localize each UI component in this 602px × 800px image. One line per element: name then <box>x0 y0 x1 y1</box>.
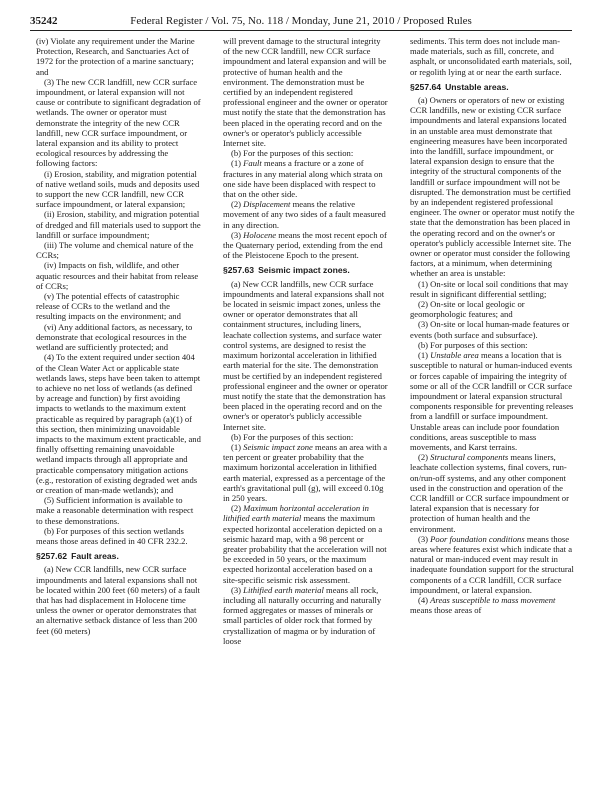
body-paragraph: (a) Owners or operators of new or existing CCR landfills, new or existing CCR surface impoundments and lateral expansions located in an unstable area must demonstrate that engineering measures have been incorporated into the landfill, surface impoundment, or lateral expansion design to ensure that the integrity of the structural components of the landfill or surface impoundment will not be disrupted. The demonstration must be certified by an independent registered professional engineer. The owner or operator must notify the state that the demonstration has been placed in the operating record and on the owner's or operator's publicly accessible Internet site. The owner or operator must consider the following factors, at a minimum, when determining whether an area is unstable: <box>410 95 575 279</box>
body-paragraph: (b) For the purposes of this section: <box>231 431 354 442</box>
page-header <box>30 14 572 31</box>
text-columns <box>36 36 575 792</box>
body-paragraph: (1) On-site or local soil conditions that may result in significant differential settling; <box>410 278 569 299</box>
running-head: Federal Register / Vol. 75, No. 118 / Monday, June 21, 2010 / Proposed Rules <box>130 15 472 27</box>
column-2 <box>223 36 388 792</box>
body-paragraph: (3) Lithified earth material means all rock, including all naturally occurring and naturally formed aggregates or masses of minerals or small particles of older rock that formed by crystallization of magma or by induration of loose <box>223 584 382 646</box>
body-paragraph: (5) Sufficient information is available to make a reasonable determination with respect to these demonstrations. <box>36 495 194 526</box>
body-paragraph: (3) Poor foundation conditions means those areas where features exist which indicate that a natural or man-induced event may result in inadequate foundation support for the structural components of a CCR landfill, CCR surface impoundment, or lateral expansion. <box>410 533 574 595</box>
body-paragraph: (b) For purposes of this section: <box>418 339 528 350</box>
body-paragraph: (3) Holocene means the most recent epoch of the Quaternary period, extending from the end of the Pleistocene Epoch to the present. <box>223 229 387 261</box>
defined-term: Holocene <box>243 229 277 240</box>
body-paragraph: (2) Displacement means the relative movement of any two sides of a fault measured in any direction. <box>223 199 386 230</box>
defined-term: Areas susceptible to mass movement <box>430 594 556 605</box>
defined-term: Maximum horizontal acceleration in lithified earth material <box>223 503 369 524</box>
section-number: §257.64 <box>410 81 442 92</box>
body-paragraph: (ii) Erosion, stability, and migration potential of dredged and fill materials used to support the landfill or surface impoundment; <box>36 209 201 240</box>
body-paragraph: (1) Fault means a fracture or a zone of fractures in any material along which strata on one side have been displaced with respect to that on the other side. <box>223 158 383 200</box>
defined-term: Lithified earth material <box>243 584 324 595</box>
body-paragraph: (3) The new CCR landfill, new CCR surface impoundment, or lateral expansion will not cause or contribute to significant degradation of wetlands. The owner or operator must demonstrate the integrity of the new CCR landfill, new CCR surface impoundment, or lateral expansion and its ability to protect ecological resources by addressing the following factors: <box>36 76 201 169</box>
section-heading <box>36 551 201 561</box>
body-paragraph: (a) New CCR landfills, new CCR surface impoundments and lateral expansions shall not be located in seismic impact zones, unless the owner or operator demonstrates that all containment structures, including liners, leachate collection systems, and surface water control systems, are designed to resist the maximum horizontal acceleration in lithified earth material for the site. The demonstration must be certified by an independent registered professional engineer and the owner or operator must notify the state that the demonstration has been placed in the operating record and on the owner's or operator's publicly accessible Internet site. <box>223 278 388 432</box>
body-paragraph: (iv) Impacts on fish, wildlife, and other aquatic resources and their habitat from release of CCRs; <box>36 260 199 291</box>
body-paragraph: (3) On-site or local human-made features or events (both surface and subsurface). <box>410 319 570 340</box>
defined-term: Unstable area <box>430 350 479 361</box>
body-paragraph: (2) On-site or local geologic or geomorphologic features; and <box>410 299 525 320</box>
body-paragraph: (i) Erosion, stability, and migration potential of native wetland soils, muds and deposits used to support the new CCR landfill, new CCR surface impoundment, or lateral expansion; <box>36 168 200 210</box>
defined-term: Fault <box>243 158 262 169</box>
section-heading <box>223 265 388 275</box>
section-number: §257.62 <box>36 551 68 562</box>
body-paragraph: (iii) The volume and chemical nature of the CCRs; <box>36 240 194 261</box>
body-paragraph: (vi) Any additional factors, as necessary, to demonstrate that ecological resources in the wetland are sufficiently protected; and <box>36 321 193 353</box>
column-3 <box>410 36 575 792</box>
body-paragraph: (2) Structural components means liners, leachate collection systems, final covers, run-on/run-off systems, and any other component used in the construction and operation of the CCR landfill or CCR surface impoundment or lateral expansion that is necessary for protection of human health and the environment. <box>410 452 569 534</box>
body-paragraph: (1) Unstable area means a location that is susceptible to natural or human-induced events or forces capable of impairing the integrity of some or all of the CCR landfill or CCR surface impoundment or lateral expansion structural components responsible for preventing releases from a landfill or surface impoundment. Unstable areas can include poor foundation conditions, areas susceptible to mass movements, and Karst terrains. <box>410 350 574 452</box>
section-title: Fault areas. <box>71 551 119 562</box>
defined-term: Poor foundation conditions <box>430 533 525 544</box>
defined-term: Structural components <box>430 452 509 463</box>
body-paragraph: (a) New CCR landfills, new CCR surface impoundments and lateral expansions shall not be located within 200 feet (60 meters) of a fault that has had displacement in Holocene time unless the owner or operator demonstrates that an alternative setback distance of less than 200 feet (60 meters) <box>36 564 200 636</box>
body-paragraph: sediments. This term does not include man-made materials, such as fill, concrete, and asphalt, or unconsolidated earth materials, soil, or regolith lying at or near the earth surface. <box>410 36 572 77</box>
body-paragraph: (1) Seismic impact zone means an area with a ten percent or greater probability that the maximum horizontal acceleration in lithified earth material, expressed as a percentage of the earth's gravitational pull (g), will exceed 0.10g in 250 years. <box>223 441 388 503</box>
section-heading <box>410 82 575 92</box>
page-number: 35242 <box>30 15 58 27</box>
body-paragraph: (4) Areas susceptible to mass movement means those areas of <box>410 594 556 616</box>
defined-term: Seismic impact zone <box>243 441 313 452</box>
section-number: §257.63 <box>223 265 255 276</box>
body-paragraph: (2) Maximum horizontal acceleration in lithified earth material means the maximum expected horizontal acceleration depicted on a seismic hazard map, with a 98 percent or greater probability that the acceleration will not be exceeded in 50 years, or the maximum expected horizontal acceleration based on a site-specific seismic risk assessment. <box>223 503 387 585</box>
body-paragraph: (b) For the purposes of this section: <box>231 148 354 159</box>
body-paragraph: (v) The potential effects of catastrophic release of CCRs to the wetland and the resulting impacts on the environment; and <box>36 291 181 322</box>
body-paragraph: will prevent damage to the structural integrity of the new CCR landfill, new CCR surface impoundment and lateral expansion and will be protective of human health and the environment. The demonstration must be certified by an independent registered professional engineer and the owner or operator must notify the state that the demonstration has been placed in the operating record and on the owner's or operator's publicly accessible Internet site. <box>223 36 388 149</box>
body-paragraph: (iv) Violate any requirement under the Marine Protection, Research, and Sanctuaries Act of 1972 for the protection of a marine sanctuary; and <box>36 36 195 77</box>
body-paragraph: (4) To the extent required under section 404 of the Clean Water Act or applicable state wetlands laws, steps have been taken to attempt to achieve no net loss of wetlands (as defined by acreage and function) by first avoiding impacts to wetlands to the maximum extent practicable as required by paragraph (a)(1) of this section, then minimizing unavoidable impacts to the maximum extent practicable, and finally offsetting remaining unavoidable wetland impacts through all appropriate and practicable compensatory mitigation actions (e.g., restoration of existing degraded wet ands or creation of man-made wetlands); and <box>36 352 201 495</box>
section-title: Unstable areas. <box>445 81 509 92</box>
column-1 <box>36 36 201 792</box>
section-title: Seismic impact zones. <box>258 265 350 276</box>
body-paragraph: (b) For purposes of this section wetlands means those areas defined in 40 CFR 232.2. <box>36 525 188 546</box>
defined-term: Displacement <box>243 199 291 210</box>
